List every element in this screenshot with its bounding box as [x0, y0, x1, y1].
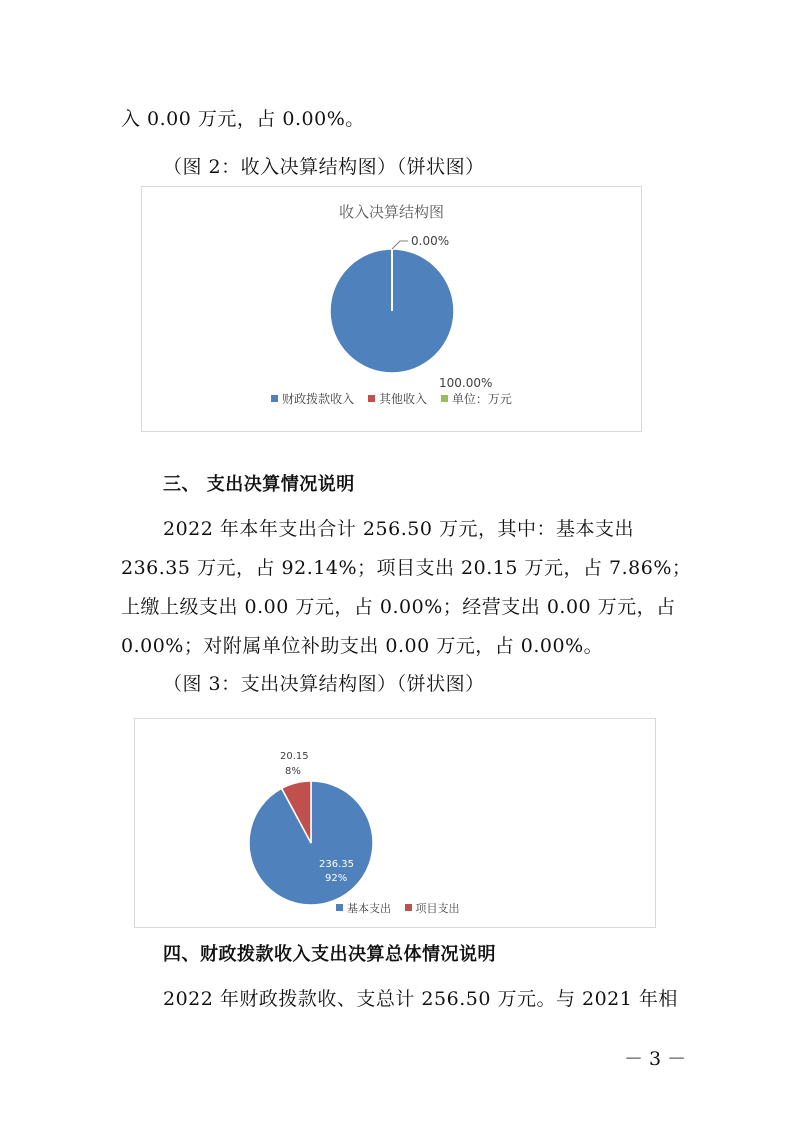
pie-label-other: 0.00% — [411, 234, 450, 248]
label-leader-line — [392, 241, 408, 249]
legend-item-unit: 单位：万元 — [441, 390, 512, 407]
income-pie-chart — [141, 186, 642, 432]
income-chart-legend — [142, 390, 641, 407]
expense-pie-svg — [135, 719, 655, 927]
legend-item-other-income: 其他收入 — [368, 390, 427, 407]
figure3-caption: （图 3：支出决算结构图）（饼状图） — [163, 673, 485, 695]
pie-label-basic-value: 236.35 — [319, 859, 354, 870]
section3-title: 三、 支出决算情况说明 — [163, 474, 355, 495]
legend-item-project-expense: 项目支出 — [405, 900, 460, 916]
expense-chart-legend — [331, 900, 465, 916]
paragraph-income-end: 入 0.00 万元，占 0.00%。 — [121, 108, 365, 130]
paragraph-expense-line1: 2022 年本年支出合计 256.50 万元，其中：基本支出 — [163, 518, 634, 540]
legend-swatch — [336, 904, 343, 911]
paragraph-expense-line4: 0.00%；对附属单位补助支出 0.00 万元，占 0.00%。 — [121, 635, 604, 657]
page-number: － 3 － — [624, 1048, 687, 1070]
pie-label-project-value: 20.15 — [280, 751, 309, 762]
paragraph-fiscal-line1: 2022 年财政拨款收、支总计 256.50 万元。与 2021 年相 — [163, 988, 678, 1010]
pie-label-project-percent: 8% — [285, 766, 301, 777]
income-chart-title: 收入决算结构图 — [338, 203, 444, 221]
paragraph-expense-line2: 236.35 万元，占 92.14%；项目支出 20.15 万元，占 7.86%； — [121, 557, 692, 579]
legend-swatch — [271, 395, 278, 402]
legend-item-fiscal-income: 财政拨款收入 — [271, 390, 354, 407]
legend-item-basic-expense: 基本支出 — [336, 900, 391, 916]
figure2-caption: （图 2：收入决算结构图）（饼状图） — [163, 156, 485, 178]
pie-label-basic-percent: 92% — [325, 873, 348, 884]
legend-swatch — [441, 395, 448, 402]
paragraph-expense-line3: 上缴上级支出 0.00 万元，占 0.00%；经营支出 0.00 万元，占 — [121, 596, 676, 618]
expense-pie-chart — [134, 718, 656, 928]
legend-swatch — [405, 904, 412, 911]
pie-label-fiscal: 100.00% — [439, 376, 493, 390]
legend-swatch — [368, 395, 375, 402]
section4-title: 四、财政拨款收入支出决算总体情况说明 — [163, 944, 496, 965]
